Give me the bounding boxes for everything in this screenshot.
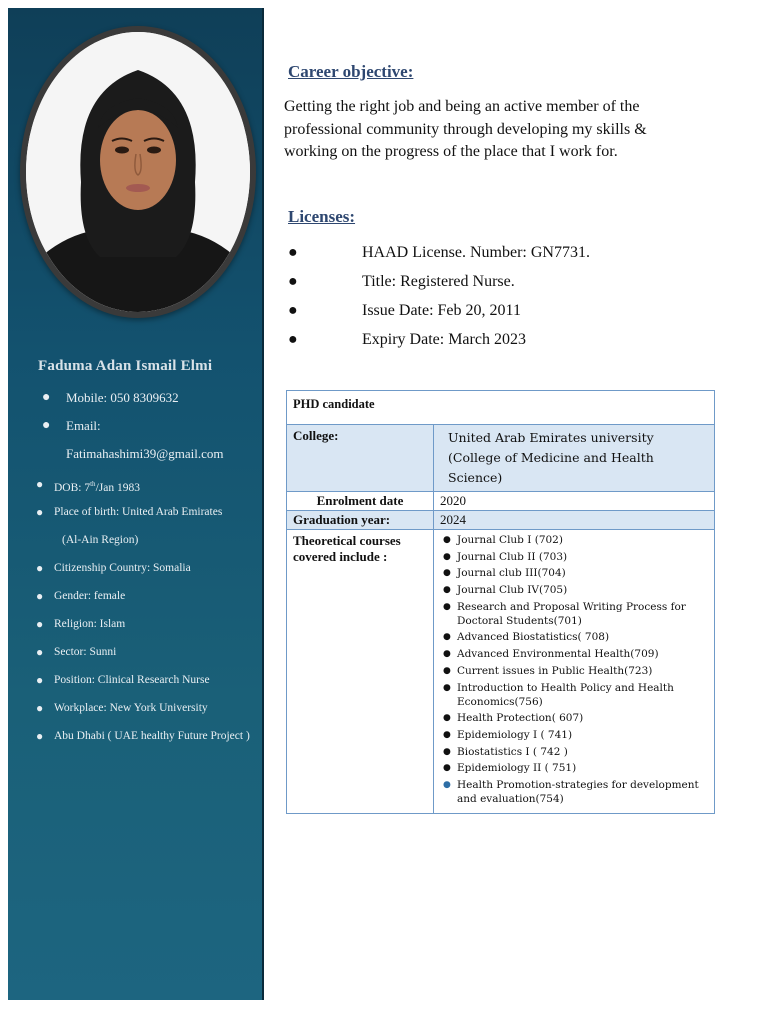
- course-name: Journal club III(704): [457, 567, 566, 580]
- course-item: [440, 728, 710, 742]
- course-name: Journal Club I (702): [457, 534, 563, 546]
- graduation-label: Graduation year:: [287, 511, 434, 530]
- college-label: College:: [287, 425, 434, 492]
- course-item: [440, 550, 710, 564]
- course-item: [440, 566, 710, 580]
- bullet-icon: ●: [36, 729, 44, 743]
- bullet-icon: ●: [443, 763, 451, 774]
- licenses-list: [286, 242, 686, 358]
- bullet-icon: ●: [443, 551, 451, 562]
- bullet-icon: ●: [443, 746, 451, 757]
- citizenship-text: Citizenship Country: Somalia: [54, 562, 191, 574]
- bullet-icon: ●: [36, 505, 44, 519]
- bullet-icon: ●: [443, 649, 451, 660]
- course-item: [440, 664, 710, 678]
- license-number: HAAD License. Number: GN7731.: [362, 244, 590, 261]
- position-item: [34, 670, 266, 698]
- enrolment-label: Enrolment date: [287, 492, 434, 511]
- religion-item: [34, 614, 266, 642]
- workplace-text: Workplace: New York University: [54, 702, 208, 714]
- workplace-location-item: [34, 726, 266, 754]
- courses-label: Theoretical courses covered include :: [287, 530, 434, 814]
- bullet-icon: ●: [443, 568, 451, 579]
- bullet-icon: ●: [36, 617, 44, 631]
- career-objective-text: Getting the right job and being an active member of the professional community through developing my skills & working on the progress of the place that I work for.: [284, 98, 647, 160]
- religion-text: Religion: Islam: [54, 618, 126, 630]
- courses-row: [287, 530, 715, 814]
- email-link[interactable]: Fatimahashimi39@gmail.com: [66, 446, 224, 461]
- course-item: [440, 600, 710, 628]
- course-item: [440, 681, 710, 709]
- bullet-icon: ●: [443, 535, 451, 545]
- email-item: [42, 416, 262, 444]
- enrolment-value: 2020: [434, 492, 715, 511]
- course-name: Biostatistics I ( 742 ): [457, 745, 568, 758]
- course-item: [440, 583, 710, 597]
- license-item: [286, 242, 686, 271]
- course-name: Journal Club IV(705): [457, 584, 568, 597]
- license-item: [286, 300, 686, 329]
- dob-prefix: DOB: 7: [54, 481, 91, 494]
- bullet-icon: ●: [443, 632, 451, 643]
- dob-item: [34, 474, 266, 502]
- license-item: [286, 329, 686, 358]
- license-title: Title: Registered Nurse.: [362, 273, 515, 290]
- course-name: Health Protection( 607): [457, 712, 584, 725]
- college-faculty: (College of Medicine and Health Science): [448, 450, 654, 485]
- course-item: [440, 745, 710, 759]
- course-item: [440, 533, 710, 547]
- contact-info: [42, 388, 262, 468]
- place-of-birth-item: [34, 502, 266, 530]
- bullet-icon: ●: [36, 561, 44, 575]
- graduation-value: 2024: [434, 511, 715, 530]
- bullet-icon: ●: [36, 645, 44, 659]
- citizenship-item: [34, 558, 266, 586]
- course-item: [440, 761, 710, 775]
- bullet-icon: ●: [443, 779, 451, 790]
- email-label: Email:: [66, 418, 101, 433]
- bullet-icon: ●: [443, 601, 451, 612]
- college-name: United Arab Emirates university: [448, 430, 654, 445]
- profile-sidebar: [8, 8, 264, 1000]
- bullet-icon: ●: [36, 701, 44, 715]
- course-item: [440, 647, 710, 661]
- sector-text: Sector: Sunni: [54, 646, 117, 658]
- bullet-icon: ●: [42, 390, 51, 405]
- license-expiry-date: Expiry Date: March 2023: [362, 331, 526, 348]
- course-name: Epidemiology I ( 741): [457, 728, 573, 741]
- mobile-text: Mobile: 050 8309632: [66, 390, 179, 405]
- profile-photo: [26, 32, 250, 312]
- gender-item: [34, 586, 266, 614]
- license-item: [286, 271, 686, 300]
- course-name: Current issues in Public Health(723): [457, 664, 653, 677]
- courses-list: [434, 530, 714, 813]
- college-value: [434, 425, 715, 492]
- graduation-row: [287, 511, 715, 530]
- licenses-heading: Licenses:: [288, 207, 356, 226]
- course-name: Advanced Environmental Health(709): [457, 648, 659, 661]
- place-of-birth-text: Place of birth: United Arab Emirates: [54, 506, 223, 518]
- position-text: Position: Clinical Research Nurse: [54, 674, 210, 686]
- phd-header-row: [287, 391, 715, 425]
- bullet-icon: ●: [36, 589, 44, 603]
- course-name: Health Promotion-strategies for development and evaluation(754): [457, 778, 699, 805]
- place-region: (Al-Ain Region): [62, 534, 139, 546]
- bullet-icon: ●: [443, 729, 451, 740]
- career-objective-heading: Career objective:: [288, 62, 414, 81]
- dob-suffix: /Jan 1983: [95, 481, 140, 494]
- bullet-icon: ●: [36, 477, 44, 491]
- bullet-icon: ●: [288, 331, 298, 348]
- bullet-icon: ●: [443, 713, 451, 724]
- gender-text: Gender: female: [54, 590, 126, 602]
- courses-cell: [434, 530, 715, 814]
- course-item: [440, 778, 710, 806]
- course-name: Research and Proposal Writing Process for Doctoral Students(701): [457, 600, 686, 627]
- enrolment-row: [287, 492, 715, 511]
- phd-header: PHD candidate: [287, 391, 715, 425]
- workplace-location-text: Abu Dhabi ( UAE healthy Future Project ): [54, 730, 250, 742]
- bullet-icon: ●: [36, 673, 44, 687]
- course-name: Epidemiology II ( 751): [457, 762, 577, 775]
- bullet-icon: ●: [443, 665, 451, 676]
- course-name: Introduction to Health Policy and Health Economics(756): [457, 681, 674, 708]
- workplace-item: [34, 698, 266, 726]
- course-name: Journal Club II (703): [457, 550, 568, 563]
- profile-photo-frame: [20, 26, 256, 318]
- bullet-icon: ●: [443, 682, 451, 693]
- candidate-name: Faduma Adan Ismail Elmi: [38, 358, 213, 374]
- license-issue-date: Issue Date: Feb 20, 2011: [362, 302, 521, 319]
- bullet-icon: ●: [288, 302, 298, 319]
- college-row: [287, 425, 715, 492]
- mobile-item: [42, 388, 262, 416]
- bullet-icon: ●: [42, 418, 51, 433]
- phd-table: [286, 390, 715, 814]
- bullet-icon: ●: [288, 273, 298, 290]
- course-item: [440, 630, 710, 644]
- dob-superscript: th: [90, 480, 96, 488]
- person-portrait-icon: [26, 32, 250, 312]
- course-name: Advanced Biostatistics( 708): [457, 631, 610, 644]
- bullet-icon: ●: [288, 244, 298, 261]
- course-item: [440, 711, 710, 725]
- bullet-icon: ●: [443, 585, 451, 596]
- sector-item: [34, 642, 266, 670]
- personal-details: [34, 474, 266, 754]
